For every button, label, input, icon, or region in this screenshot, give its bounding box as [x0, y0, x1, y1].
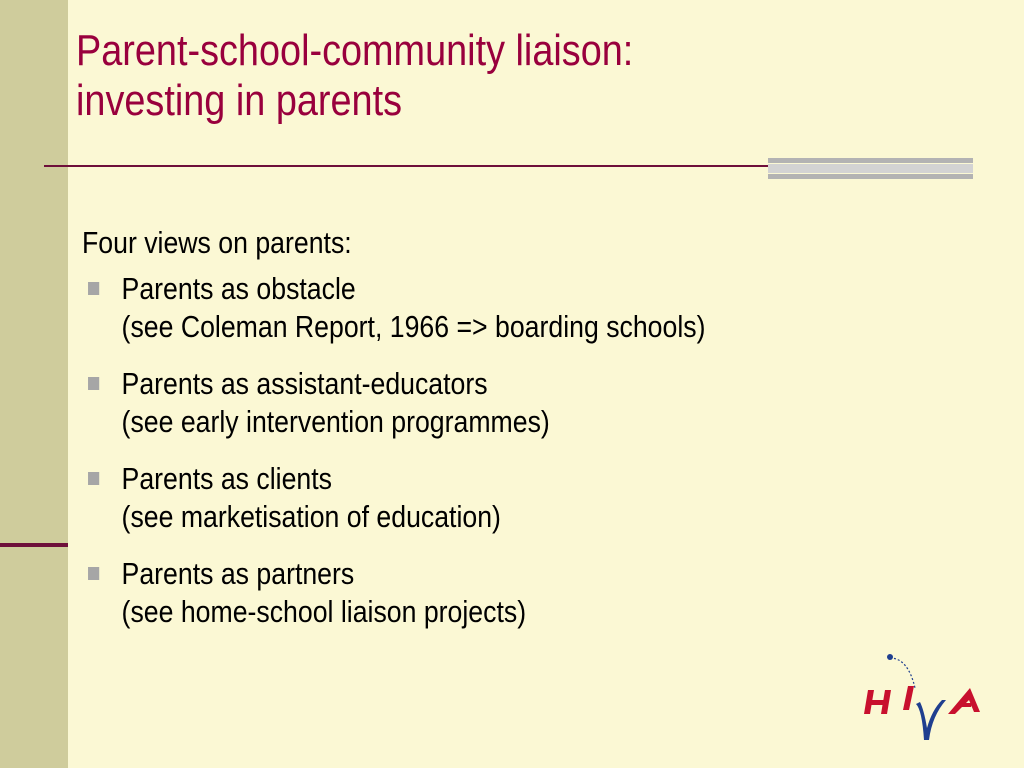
side-strip-accent-rule	[0, 543, 68, 547]
slide-title-line-1: Parent-school-community liaison:	[76, 26, 634, 75]
side-strip	[0, 0, 68, 768]
logo-dot	[887, 654, 893, 660]
logo-letter-v	[916, 700, 946, 740]
bullet-sub-text: (see Coleman Report, 1966 => boarding schools)	[121, 309, 706, 344]
square-bullet-icon	[88, 282, 99, 295]
bullet-item-assistant-educators	[82, 365, 856, 441]
slide-title-line-2: investing in parents	[76, 76, 403, 125]
title-grey-accent-fill	[768, 164, 973, 173]
bullet-main-text: Parents as assistant-educators	[121, 366, 488, 401]
bullet-main-text: Parents as clients	[121, 461, 332, 496]
bullet-sub-text: (see marketisation of education)	[121, 499, 501, 534]
intro-text: Four views on parents:	[82, 225, 352, 260]
slide-body	[82, 224, 982, 650]
title-underline-rule	[44, 165, 824, 167]
logo-letter-i	[903, 686, 914, 710]
title-grey-accent-bar-bottom	[768, 174, 973, 179]
bullet-item-clients	[82, 460, 856, 536]
bullet-item-partners	[82, 555, 856, 631]
square-bullet-icon	[88, 567, 99, 580]
square-bullet-icon	[88, 377, 99, 390]
square-bullet-icon	[88, 472, 99, 485]
logo-letter-h	[864, 690, 891, 714]
bullet-item-obstacle	[82, 270, 856, 346]
hiva-logo-icon	[860, 648, 1000, 748]
bullet-list	[82, 270, 856, 631]
title-grey-accent-bar-top	[768, 158, 973, 163]
logo-letter-a	[948, 688, 980, 714]
slide-title	[76, 26, 850, 126]
logo-arc	[890, 658, 915, 688]
bullet-main-text: Parents as obstacle	[121, 271, 356, 306]
bullet-main-text: Parents as partners	[121, 556, 355, 591]
bullet-sub-text: (see early intervention programmes)	[121, 404, 550, 439]
bullet-sub-text: (see home-school liaison projects)	[121, 594, 527, 629]
